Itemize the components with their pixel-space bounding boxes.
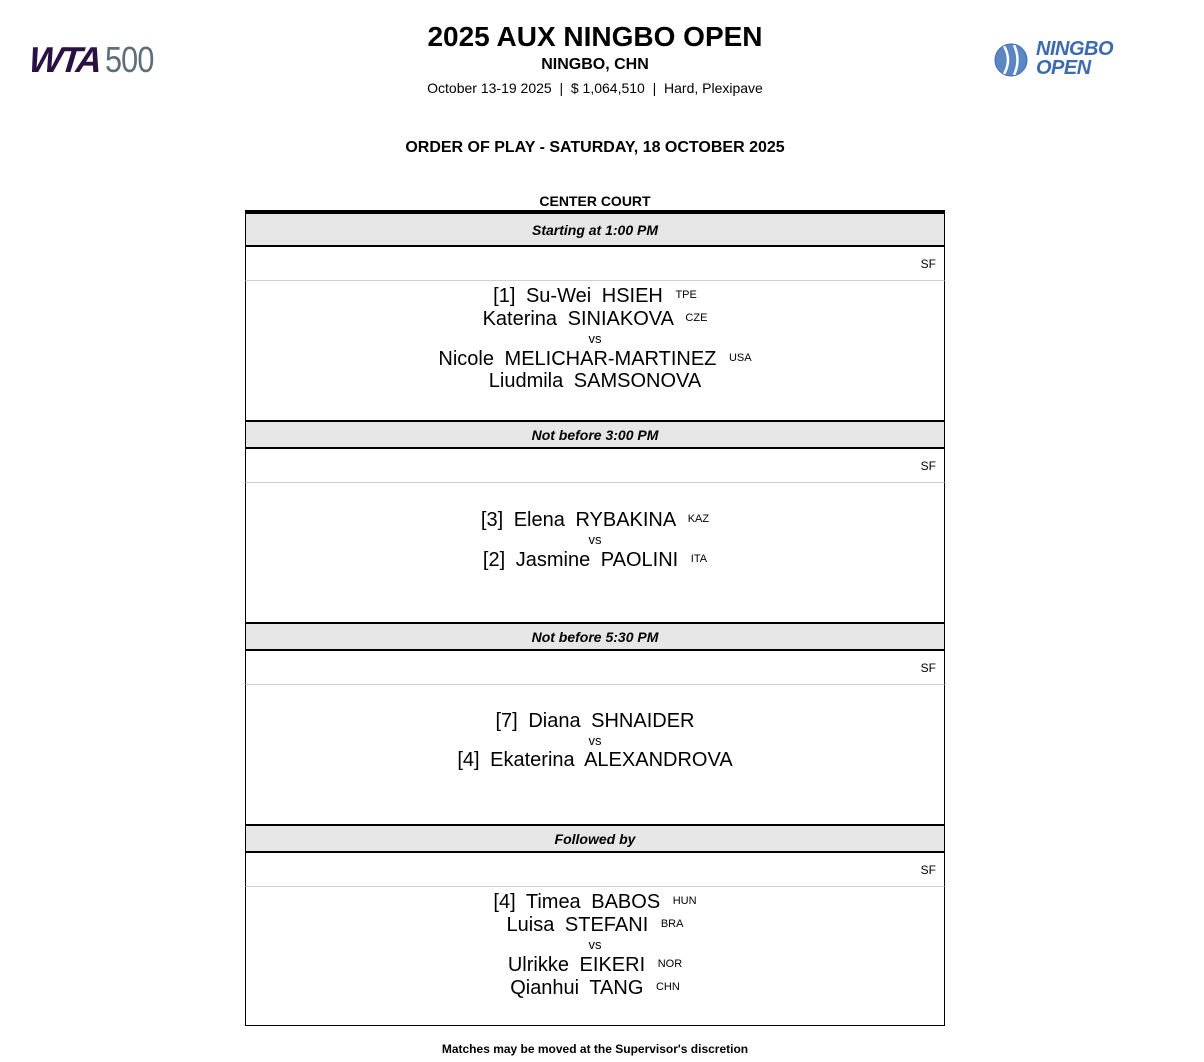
player-nationality: CHN (655, 981, 680, 993)
versus-label: vs (588, 733, 602, 748)
player-seed: [4] (457, 749, 480, 771)
player-nationality: NOR (657, 958, 683, 970)
footer-note: Matches may be moved at the Supervisor's discretion (441, 1042, 749, 1056)
round-label: SF (920, 862, 936, 877)
player-seed: [2] (482, 549, 506, 571)
player-seed: [1] (493, 285, 516, 307)
player-entry (481, 508, 709, 531)
match-block (245, 685, 945, 824)
player-first: Katerina (482, 308, 558, 330)
player-nationality: USA (728, 352, 752, 364)
player-last: ALEXANDROVA (584, 749, 733, 771)
court-name: CENTER COURT (539, 193, 651, 209)
player-entry (496, 710, 695, 732)
player-first: Jasmine (515, 549, 591, 571)
player-last: HSIEH (601, 285, 663, 307)
player-entry (507, 913, 684, 936)
player-first: Timea (525, 891, 581, 913)
time-slot-header: Not before 5:30 PM (245, 622, 945, 651)
match-block (245, 887, 945, 1026)
tournament-title: 2025 AUX NINGBO OPEN (427, 21, 763, 52)
player-seed: [7] (495, 710, 518, 732)
round-row (245, 651, 945, 685)
order-of-play-heading: ORDER OF PLAY - SATURDAY, 18 OCTOBER 2025 (405, 139, 785, 156)
player-first: Ekaterina (490, 749, 575, 771)
player-entry (493, 890, 696, 913)
player-first: Liudmila (488, 370, 564, 392)
player-first: Nicole (438, 348, 494, 370)
player-last: RYBAKINA (575, 509, 676, 531)
player-last: EIKERI (579, 954, 646, 976)
round-label: SF (920, 458, 936, 473)
player-first: Ulrikke (507, 954, 569, 976)
player-seed: [4] (493, 891, 516, 913)
player-entry (483, 548, 707, 571)
time-slot-header: Starting at 1:00 PM (245, 214, 945, 247)
versus-label: vs (588, 937, 602, 952)
player-entry (489, 370, 701, 392)
versus-label: vs (588, 532, 602, 547)
player-nationality: HUN (672, 895, 697, 907)
player-last: STEFANI (564, 914, 649, 936)
round-row (245, 853, 945, 887)
player-entry (510, 976, 680, 999)
tournament-info: October 13-19 2025 | $ 1,064,510 | Hard, Plexipave (427, 80, 763, 96)
wta-logo-text: WTA (26, 39, 102, 80)
player-seed: [3] (480, 509, 504, 531)
ningbo-logo-line1: NINGBO (1036, 38, 1113, 60)
player-entry (493, 284, 697, 307)
player-first: Elena (513, 509, 565, 531)
versus-label: vs (588, 331, 602, 346)
player-nationality: BRA (660, 918, 684, 930)
player-entry (438, 347, 751, 370)
player-entry (483, 307, 708, 330)
match-block (245, 483, 945, 622)
player-first: Qianhui (510, 977, 580, 999)
match-block (245, 281, 945, 420)
schedule-table (245, 210, 945, 1026)
player-last: SHNAIDER (591, 710, 695, 732)
player-entry (508, 953, 682, 976)
round-label: SF (920, 660, 936, 675)
round-label: SF (920, 256, 936, 271)
round-row (245, 449, 945, 483)
ningbo-logo-line2: OPEN (1036, 57, 1091, 79)
player-first: Diana (528, 710, 581, 732)
wta-tier-text: 500 (105, 39, 154, 80)
player-entry (457, 749, 732, 771)
player-nationality: KAZ (687, 513, 710, 525)
tournament-location: NINGBO, CHN (541, 56, 649, 73)
player-last: MELICHAR-MARTINEZ (504, 348, 717, 370)
round-row (245, 247, 945, 281)
player-nationality: ITA (690, 553, 708, 565)
player-last: SINIAKOVA (567, 308, 673, 330)
player-last: SAMSONOVA (573, 370, 702, 392)
time-slot-header: Not before 3:00 PM (245, 420, 945, 449)
time-slot-header: Followed by (245, 824, 945, 853)
player-nationality: TPE (675, 289, 697, 301)
player-nationality: CZE (685, 312, 708, 324)
player-last: PAOLINI (600, 549, 679, 571)
player-last: TANG (589, 977, 644, 999)
player-first: Su-Wei (525, 285, 592, 307)
match-list (245, 214, 945, 1026)
player-first: Luisa (506, 914, 555, 936)
player-last: BABOS (591, 891, 661, 913)
